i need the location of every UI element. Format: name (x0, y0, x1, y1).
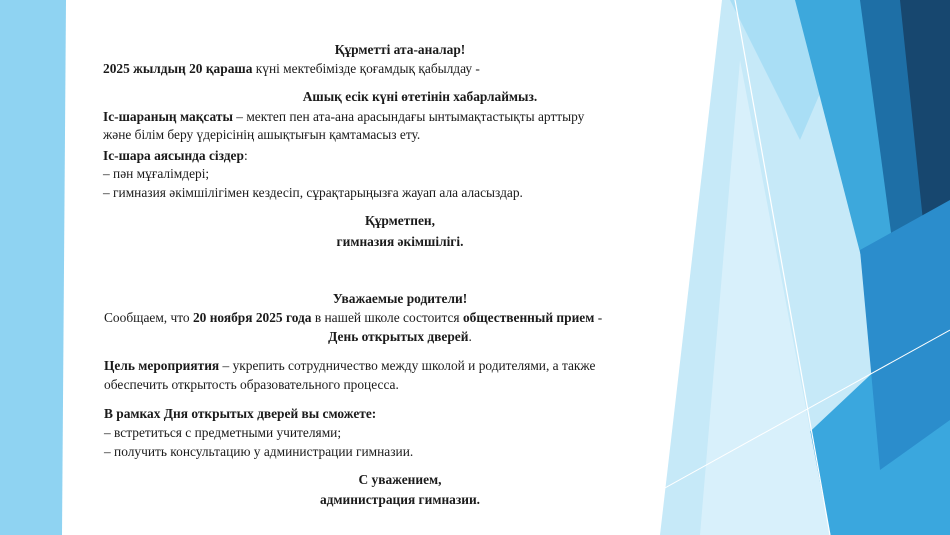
ru-goal-label: Цель мероприятия (104, 358, 220, 373)
ru-item-2: – получить консультацию у администрации гимназии. (104, 444, 414, 459)
kz-closing-2: гимназия әкімшілігі. (336, 234, 464, 249)
kz-goal-cont: және білім беру үдерісінің ашықтығын қамтамасыз ету. (103, 127, 421, 142)
ru-item-1: – встретиться с предметными учителями; (104, 425, 342, 440)
kz-within: Іс-шара аясында сіздер: (103, 148, 248, 163)
kz-line-2: Ашық есік күні өтетінін хабарлаймыз. (302, 89, 538, 104)
ru-closing-2: администрация гимназии. (319, 492, 481, 507)
ru-line-1: Сообщаем, что 20 ноября 2025 года в нашей школе состоится общественный прием - (104, 310, 603, 325)
ru-greeting: Уважаемые родители! (332, 291, 468, 306)
ru-event: общественный прием (462, 310, 595, 325)
ru-date: 20 ноября 2025 года (192, 310, 312, 325)
kz-date: 2025 жылдың 20 қараша (103, 61, 253, 76)
kz-item-2: – гимназия әкімшілігімен кездесіп, сұрақтарыңызға жауап ала аласыздар. (103, 185, 523, 200)
kz-closing-1: Құрметпен, (364, 213, 435, 228)
ru-closing-1: С уважением, (358, 472, 442, 487)
kz-goal: Іс-шараның мақсаты – мектеп пен ата-ана арасындағы ынтымақтастықты арттыру (103, 109, 585, 124)
ru-line-2: День открытых дверей. (328, 329, 472, 344)
ru-within: В рамках Дня открытых дверей вы сможете: (104, 406, 377, 421)
kz-item-1: – пән мұғалімдері; (103, 166, 210, 181)
ru-goal: Цель мероприятия – укрепить сотрудничество между школой и родителями, а также (104, 358, 596, 373)
kz-greeting: Құрметті ата-аналар! (334, 42, 466, 57)
kz-goal-label: Іс-шараның мақсаты (103, 109, 233, 124)
kz-line-1: 2025 жылдың 20 қараша күні мектебімізде қоғамдық қабылдау - (103, 61, 480, 76)
ru-goal-cont: обеспечить открытость образовательного процесса. (104, 377, 399, 392)
